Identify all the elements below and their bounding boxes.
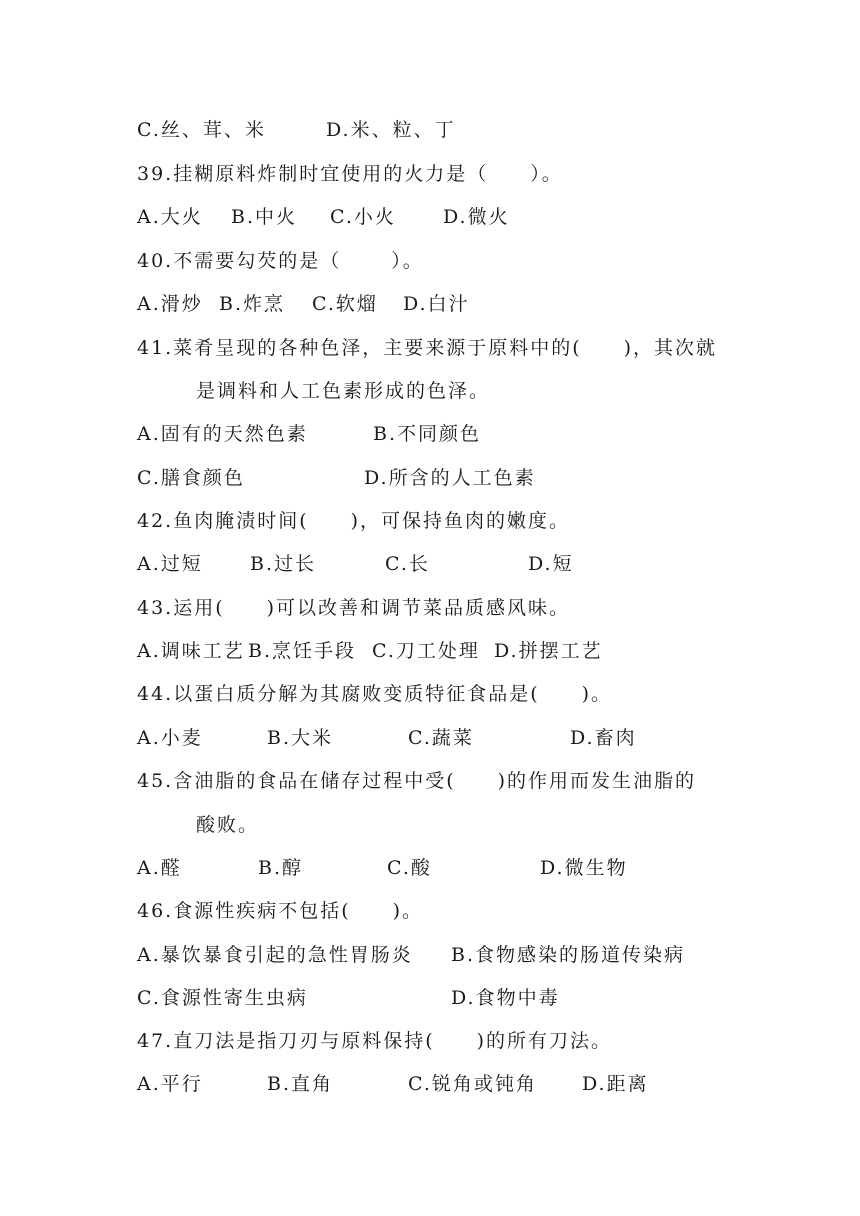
q39-option-b: B.中火: [231, 206, 298, 228]
q46-stem: 46.食源性疾病不包括( )。: [137, 900, 424, 922]
q47-option-a: A.平行: [137, 1073, 203, 1095]
q43-stem: 43.运用( )可以改善和调节菜品质感风味。: [137, 597, 571, 619]
q45-stem-line1: 45.含油脂的食品在储存过程中受( )的作用而发生油脂的: [137, 770, 697, 792]
q38-option-c: C.丝、茸、米: [137, 119, 266, 141]
q39-option-c: C.小火: [330, 206, 396, 228]
q43-option-c: C.刀工处理: [372, 640, 480, 662]
q43-option-d: D.拼摆工艺: [494, 640, 603, 662]
q45-option-c: C.酸: [387, 857, 432, 879]
q45-option-d: D.微生物: [540, 857, 628, 879]
q42-option-b: B.过长: [250, 553, 317, 575]
q43-option-a: A.调味工艺: [137, 640, 245, 662]
q44-option-d: D.畜肉: [570, 727, 637, 749]
q41-option-a: A.固有的天然色素: [137, 423, 308, 445]
q41-option-d: D.所含的人工色素: [364, 467, 536, 489]
q45-option-b: B.醇: [258, 857, 304, 879]
q43-option-b: B.烹饪手段: [248, 640, 357, 662]
q41-option-b: B.不同颜色: [373, 423, 482, 445]
q41-option-c: C.膳食颜色: [137, 467, 245, 489]
q38-option-d: D.米、粒、丁: [326, 119, 456, 141]
q44-option-c: C.蔬菜: [408, 727, 474, 749]
q41-stem-line2: 是调料和人工色素形成的色泽。: [196, 380, 491, 402]
q42-stem: 42.鱼肉腌渍时间( )，可保持鱼肉的嫩度。: [137, 510, 571, 532]
q47-option-b: B.直角: [267, 1073, 334, 1095]
q44-stem: 44.以蛋白质分解为其腐败变质特征食品是( )。: [137, 683, 613, 705]
q46-option-c: C.食源性寄生虫病: [137, 987, 308, 1009]
q47-option-d: D.距离: [582, 1073, 649, 1095]
q47-stem: 47.直刀法是指刀刃与原料保持( )的所有刀法。: [137, 1030, 613, 1052]
q46-option-b: B.食物感染的肠道传染病: [451, 944, 686, 966]
q39-option-d: D.微火: [443, 206, 510, 228]
q40-option-d: D.白汁: [403, 293, 470, 315]
q41-stem-line1: 41.菜肴呈现的各种色泽，主要来源于原料中的( )，其次就: [137, 337, 718, 359]
q42-option-d: D.短: [528, 553, 574, 575]
q46-option-a: A.暴饮暴食引起的急性胃肠炎: [137, 944, 413, 966]
q42-option-a: A.过短: [137, 553, 203, 575]
q40-option-c: C.软熘: [312, 293, 378, 315]
q39-option-a: A.大火: [137, 206, 203, 228]
q47-option-c: C.锐角或钝角: [408, 1073, 537, 1095]
q44-option-a: A.小麦: [137, 727, 203, 749]
q45-option-a: A.醛: [137, 857, 182, 879]
q44-option-b: B.大米: [267, 727, 334, 749]
q46-option-d: D.食物中毒: [451, 987, 560, 1009]
q40-option-b: B.炸烹: [219, 293, 286, 315]
q40-stem: 40.不需要勾芡的是（ ）。: [137, 250, 424, 272]
q39-stem: 39.挂糊原料炸制时宜使用的火力是（ ）。: [137, 163, 563, 185]
q40-option-a: A.滑炒: [137, 293, 203, 315]
q42-option-c: C.长: [385, 553, 430, 575]
q45-stem-line2: 酸败。: [196, 814, 260, 836]
